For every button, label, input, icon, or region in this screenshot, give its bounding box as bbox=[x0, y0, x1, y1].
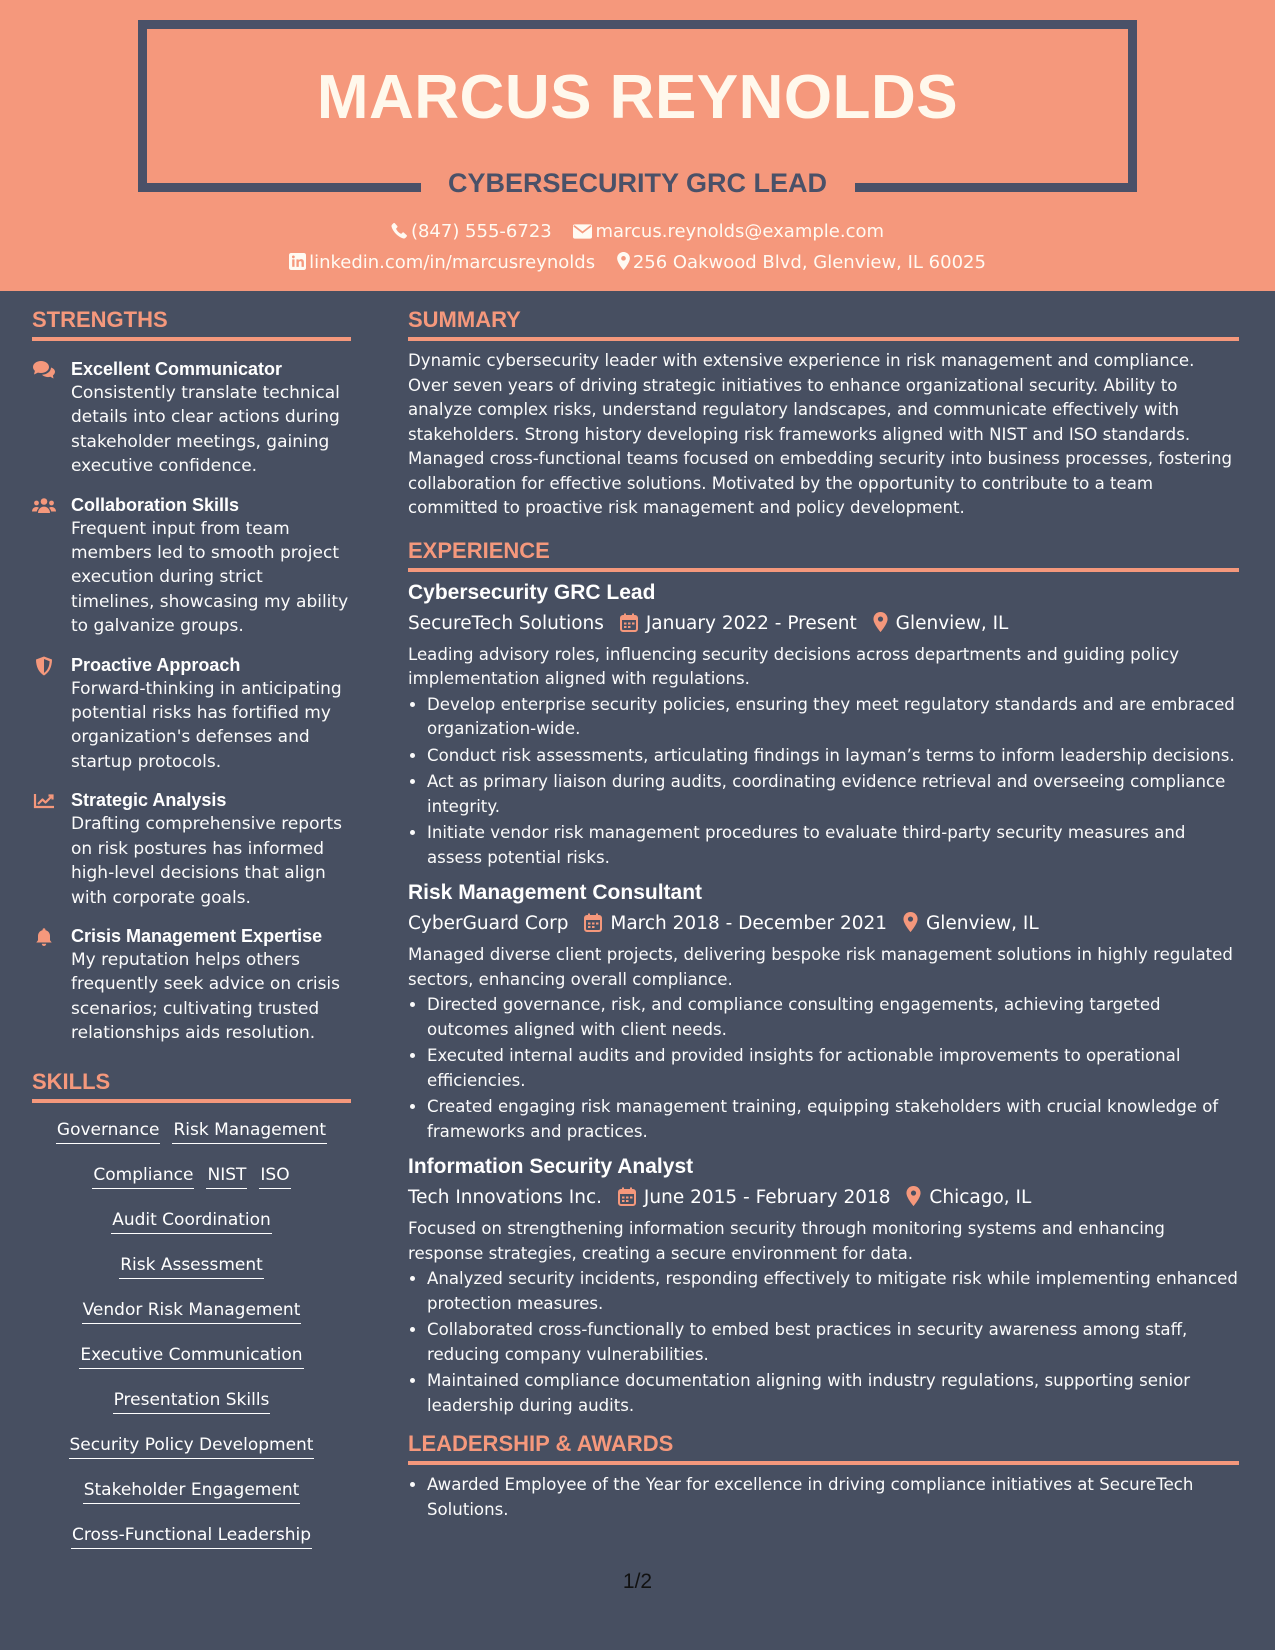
skill-tag: ISO bbox=[259, 1162, 290, 1189]
strength-title: Excellent Communicator bbox=[71, 359, 283, 379]
skill-tag: Presentation Skills bbox=[113, 1387, 271, 1414]
job-bullets bbox=[408, 693, 1239, 871]
skill-row bbox=[32, 1342, 351, 1387]
strength-description: Drafting comprehensive reports on risk postures has informed high-level decisions that align with corporate goals. bbox=[71, 814, 343, 908]
strength-title: Strategic Analysis bbox=[71, 790, 227, 811]
calendar-icon bbox=[620, 613, 638, 632]
skill-tag: Vendor Risk Management bbox=[82, 1297, 302, 1324]
job-location: Glenview, IL bbox=[895, 612, 1009, 634]
bell-icon bbox=[32, 927, 56, 947]
strength-item bbox=[32, 493, 351, 639]
skill-row bbox=[32, 1252, 351, 1297]
contact-row-1 bbox=[0, 220, 1275, 244]
job-dates: March 2018 - December 2021 bbox=[610, 913, 888, 934]
email-text: marcus.reynolds@example.com bbox=[595, 221, 885, 242]
calendar-icon bbox=[584, 913, 602, 932]
job-bullets bbox=[408, 993, 1239, 1144]
strength-item bbox=[32, 788, 351, 910]
job-role: Information Security Analyst bbox=[408, 1155, 694, 1178]
leadership-heading: LEADERSHIP & AWARDS bbox=[408, 1430, 1239, 1465]
map-marker-icon bbox=[906, 1186, 921, 1206]
job-entry bbox=[408, 1152, 1239, 1418]
strength-item bbox=[32, 924, 351, 1046]
skill-row bbox=[32, 1432, 351, 1477]
bullet-item: • Collaborated cross-functionally to embed best practices in security awareness among staff, reducing company vulnerabilities. bbox=[427, 1318, 1239, 1367]
map-marker-icon bbox=[873, 612, 888, 632]
address-item bbox=[617, 251, 986, 275]
job-entry bbox=[408, 878, 1239, 1144]
page-number: 1/2 bbox=[622, 1570, 653, 1593]
bullet-item: • Created engaging risk management training, equipping stakeholders with crucial knowledge of frameworks and practices. bbox=[427, 1095, 1239, 1144]
strength-description: Frequent input from team members led to smooth project execution during strict timelines, showcasing my ability to galvanize groups. bbox=[71, 518, 349, 637]
job-meta bbox=[408, 1183, 1239, 1213]
job-description: Leading advisory roles, influencing security decisions across departments and guiding policy implementation aligned with regulations. bbox=[408, 644, 1180, 688]
experience-section bbox=[408, 537, 1239, 1419]
skills-heading: SKILLS bbox=[32, 1068, 351, 1103]
bullet-item: • Conduct risk assessments, articulating findings in layman’s terms to inform leadership decisions. bbox=[427, 744, 1239, 769]
phone-icon bbox=[391, 222, 408, 239]
linkedin-item bbox=[289, 251, 595, 275]
skill-tag: Risk Assessment bbox=[119, 1252, 264, 1279]
job-bullets bbox=[408, 1267, 1239, 1418]
bullet-item: • Act as primary liaison during audits, coordinating evidence retrieval and overseeing compliance integrity. bbox=[427, 770, 1239, 819]
candidate-name: MARCUS REYNOLDS bbox=[316, 63, 959, 132]
skill-tag: Risk Management bbox=[172, 1117, 327, 1144]
skill-row bbox=[32, 1117, 351, 1162]
email-item bbox=[573, 220, 884, 244]
envelope-icon bbox=[573, 224, 592, 239]
job-company: CyberGuard Corp bbox=[408, 913, 569, 934]
job-role: Risk Management Consultant bbox=[408, 881, 703, 904]
job-entry bbox=[408, 578, 1239, 871]
comments-icon bbox=[32, 360, 56, 380]
skill-row bbox=[32, 1522, 351, 1567]
skill-row bbox=[32, 1297, 351, 1342]
summary-text: Dynamic cybersecurity leader with extensive experience in risk management and compliance. Over seven years of driving strategic initiatives to enhance organizational security. Ability to analyze complex risks, understand regulatory landscapes, and communicate effectively with stakeholders. Strong history developing risk frameworks aligned with NIST and ISO standards. Managed cross-functional teams focused on embedding security into business processes, fostering collaboration for effective solutions. Motivated by the opportunity to contribute to a team committed to proactive risk management and policy development. bbox=[408, 351, 1233, 517]
skill-row bbox=[32, 1387, 351, 1432]
skill-tag: Audit Coordination bbox=[111, 1207, 272, 1234]
strength-description: Consistently translate technical details into clear actions during stakeholder meetings, gaining executive confidence. bbox=[71, 383, 340, 477]
job-title: CYBERSECURITY GRC LEAD bbox=[447, 168, 828, 198]
phone-item bbox=[391, 220, 552, 244]
strengths-section bbox=[32, 291, 351, 1046]
bullet-item: • Develop enterprise security policies, ensuring they meet regulatory standards and are embraced organization-wide. bbox=[427, 693, 1239, 742]
strength-title: Crisis Management Expertise bbox=[71, 925, 323, 946]
skill-tag: NIST bbox=[206, 1162, 247, 1189]
job-role: Cybersecurity GRC Lead bbox=[408, 580, 656, 604]
header-banner bbox=[0, 0, 1275, 291]
job-location: Chicago, IL bbox=[929, 1187, 1032, 1208]
skill-tag: Cross-Functional Leadership bbox=[71, 1522, 312, 1549]
bullet-item: • Initiate vendor risk management procedures to evaluate third-party security measures and assess potential risks. bbox=[427, 821, 1239, 870]
job-dates: January 2022 - Present bbox=[645, 612, 857, 634]
strength-item bbox=[32, 357, 351, 479]
skill-tag: Governance bbox=[56, 1117, 161, 1144]
skill-tag: Executive Communication bbox=[79, 1342, 303, 1369]
strengths-heading: STRENGTHS bbox=[32, 306, 351, 341]
skill-tag: Security Policy Development bbox=[69, 1432, 315, 1459]
address-text: 256 Oakwood Blvd, Glenview, IL 60025 bbox=[632, 252, 986, 273]
skill-tag: Compliance bbox=[92, 1162, 194, 1189]
job-dates: June 2015 - February 2018 bbox=[643, 1187, 891, 1208]
job-company: Tech Innovations Inc. bbox=[408, 1187, 603, 1208]
job-location: Glenview, IL bbox=[925, 913, 1039, 934]
bullet-item: • Directed governance, risk, and compliance consulting engagements, achieving targeted outcomes aligned with client needs. bbox=[427, 993, 1239, 1042]
map-marker-icon bbox=[903, 912, 918, 932]
job-company: SecureTech Solutions bbox=[408, 612, 604, 634]
skill-row bbox=[32, 1162, 351, 1207]
skill-row bbox=[32, 1207, 351, 1252]
linkedin-icon bbox=[289, 253, 306, 270]
strength-item bbox=[32, 653, 351, 775]
strength-description: Forward-thinking in anticipating potential risks has fortified my organization's defenses and startup protocols. bbox=[71, 678, 342, 772]
leadership-bullets bbox=[408, 1473, 1239, 1522]
users-icon bbox=[32, 496, 56, 516]
phone-text: (847) 555-6723 bbox=[410, 221, 552, 242]
right-column bbox=[408, 291, 1239, 1524]
skills-list bbox=[32, 1117, 351, 1567]
bullet-item: • Analyzed security incidents, responding effectively to mitigate risk while implementing enhanced protection measures. bbox=[427, 1267, 1239, 1316]
strength-title: Proactive Approach bbox=[71, 654, 241, 675]
bullet-item: • Awarded Employee of the Year for excellence in driving compliance initiatives at SecureTech Solutions. bbox=[427, 1473, 1239, 1522]
summary-heading: SUMMARY bbox=[408, 306, 1239, 341]
job-meta bbox=[408, 609, 1239, 639]
calendar-icon bbox=[618, 1187, 636, 1206]
line-chart-icon bbox=[32, 791, 56, 811]
experience-heading: EXPERIENCE bbox=[408, 537, 1239, 572]
bullet-item: • Maintained compliance documentation aligning with industry regulations, supporting senior leadership during audits. bbox=[427, 1369, 1239, 1418]
map-marker-icon bbox=[617, 252, 630, 270]
job-meta bbox=[408, 909, 1239, 939]
bullet-item: • Executed internal audits and provided insights for actionable improvements to operational efficiencies. bbox=[427, 1044, 1239, 1093]
summary-section bbox=[408, 291, 1239, 521]
left-column bbox=[32, 291, 351, 1567]
job-description: Managed diverse client projects, delivering bespoke risk management solutions in highly regulated sectors, enhancing overall compliance. bbox=[408, 945, 1233, 989]
skill-row bbox=[32, 1477, 351, 1522]
job-description: Focused on strengthening information security through monitoring systems and enhancing response strategies, creating a secure environment for data. bbox=[408, 1219, 1165, 1263]
contact-row-2 bbox=[0, 251, 1275, 275]
shield-icon bbox=[32, 656, 56, 676]
skill-tag: Stakeholder Engagement bbox=[83, 1477, 301, 1504]
strength-title: Collaboration Skills bbox=[71, 494, 240, 515]
strength-description: My reputation helps others frequently seek advice on crisis scenarios; cultivating trusted relationships aids resolution. bbox=[71, 949, 341, 1044]
linkedin-text: linkedin.com/in/marcusreynolds bbox=[309, 252, 596, 273]
skills-section bbox=[32, 1068, 351, 1567]
leadership-section bbox=[408, 1430, 1239, 1522]
